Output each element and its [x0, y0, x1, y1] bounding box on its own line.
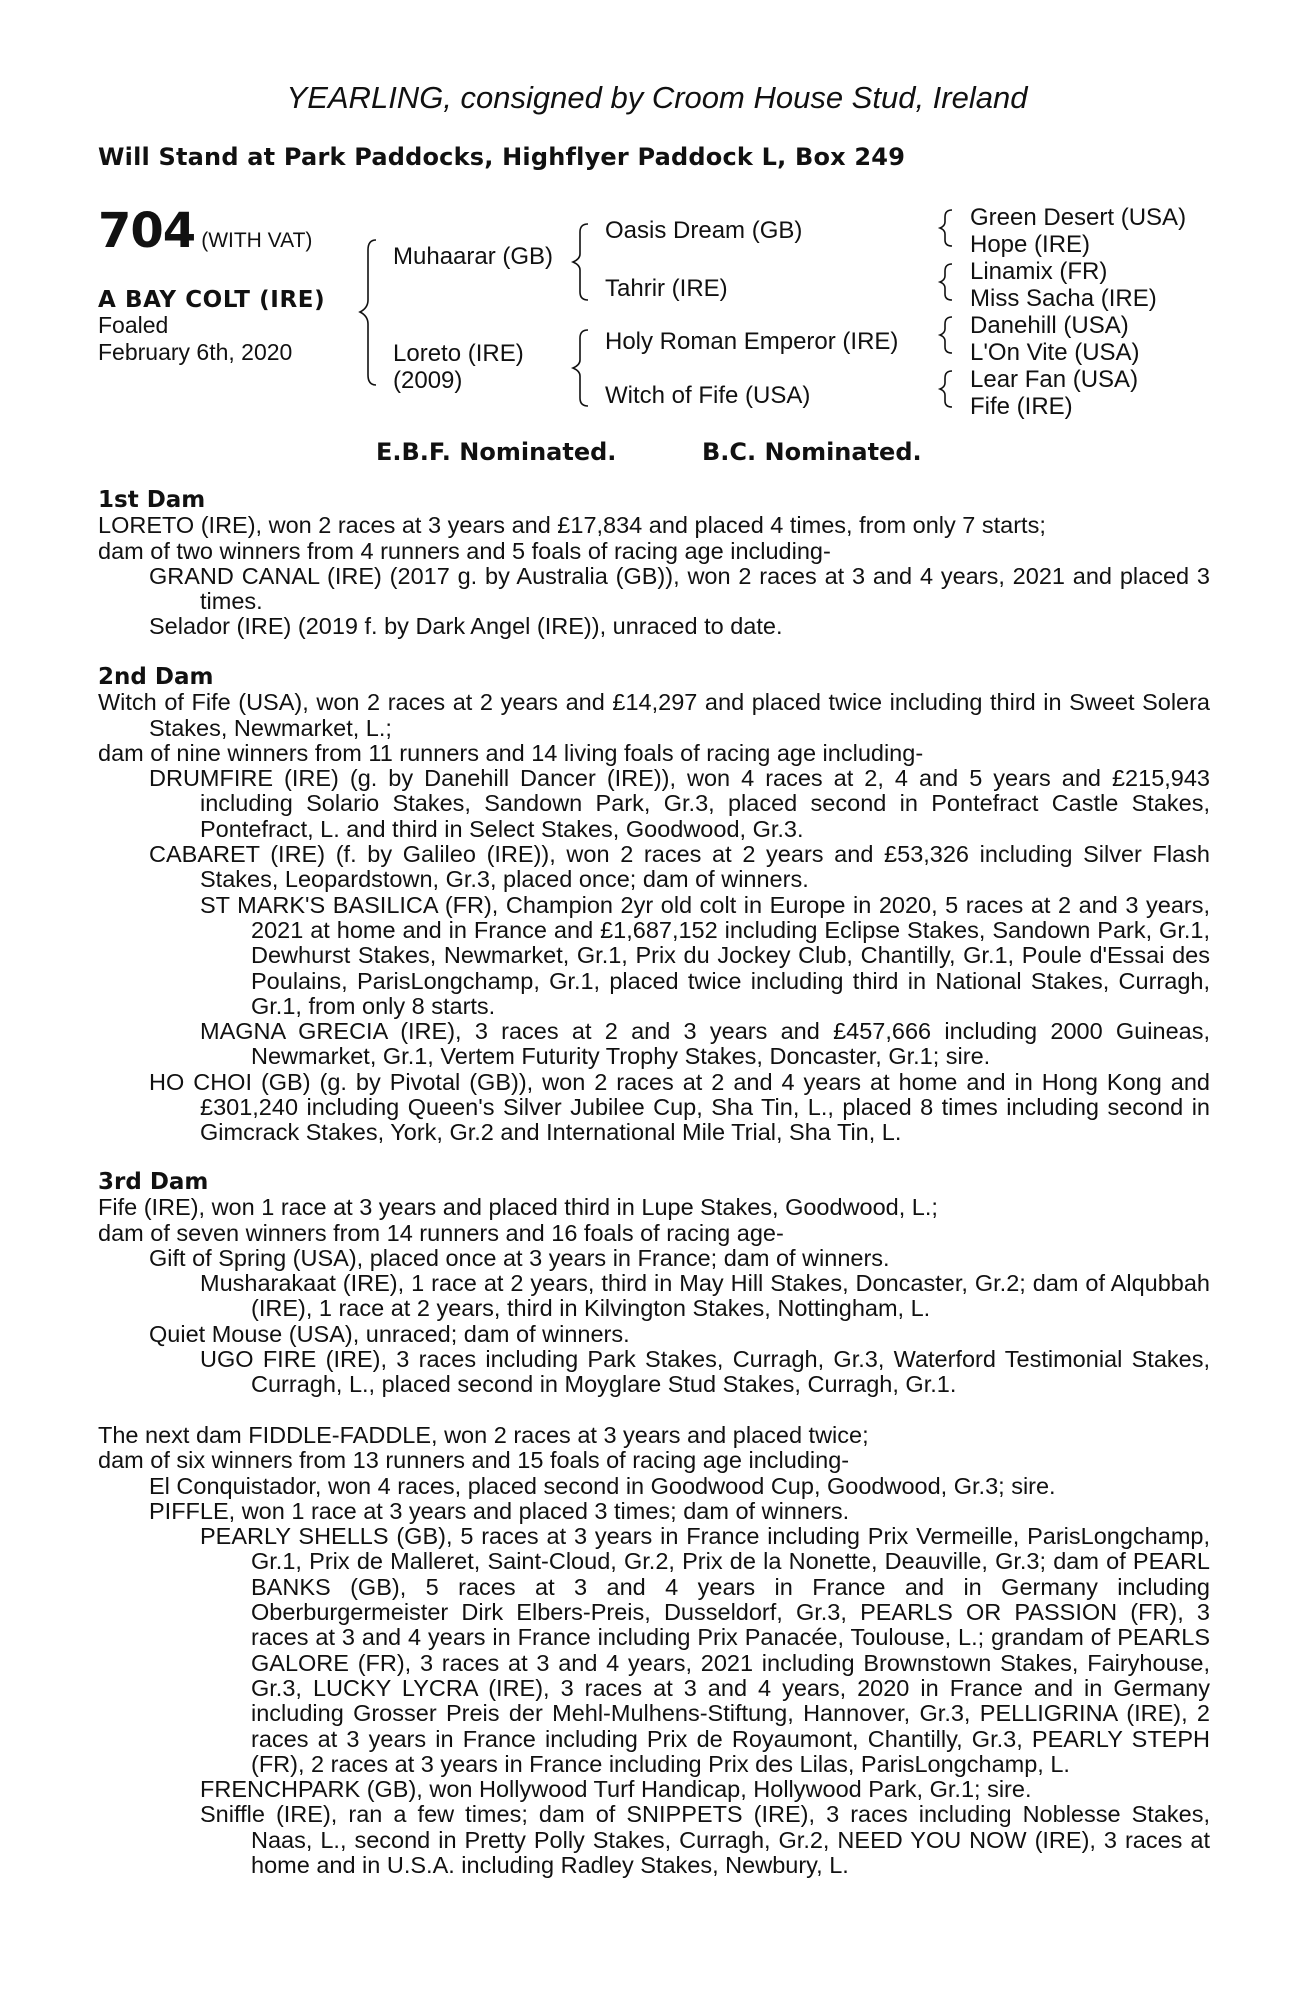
dam-sire: Holy Roman Emperor (IRE): [605, 328, 899, 355]
produce-line: UGO FIRE (IRE), 3 races including Park Stakes, Curragh, Gr.3, Waterford Testimonial Stakes, Curragh, L., placed second in Moyglare Stud Stakes, Curragh, Gr.1.: [200, 1346, 1210, 1398]
grandparent-4: Miss Sacha (IRE): [970, 285, 1157, 312]
produce-line: GRAND CANAL (IRE) (2017 g. by Australia (GB)), won 2 races at 3 and 4 years, 2021 and placed 3 times.: [149, 562, 1210, 615]
grandparent-7: Lear Fan (USA): [970, 366, 1139, 393]
dam-line: dam of two winners from 4 runners and 5 foals of racing age including-: [98, 537, 831, 564]
dam-line: Witch of Fife (USA), won 2 races at 2 years and £14,297 and placed twice including third in Sweet Solera Stakes, Newmarket, L.;: [98, 689, 1210, 741]
stand-location: Will Stand at Park Paddocks, Highflyer Paddock L, Box 249: [98, 143, 906, 171]
section-heading: 2nd Dam: [98, 664, 214, 690]
produce-line: DRUMFIRE (IRE) (g. by Danehill Dancer (IRE)), won 4 races at 2, 4 and 5 years and £215,943 including Solario Stakes, Sandown Park, Gr.3, placed second in Pontefract Castle Stakes, Pontefract, L. and third in Select Stakes, Goodwood, Gr.3.: [149, 765, 1210, 842]
produce-line: Selador (IRE) (2019 f. by Dark Angel (IRE)), unraced to date.: [149, 613, 783, 640]
produce-line: FRENCHPARK (GB), won Hollywood Turf Handicap, Hollywood Park, Gr.1; sire.: [200, 1776, 1032, 1803]
grandparent-5: Danehill (USA): [970, 312, 1129, 339]
dam-line: The next dam FIDDLE-FADDLE, won 2 races at 3 years and placed twice;: [98, 1422, 869, 1448]
next-dam-section: [98, 1423, 1210, 1878]
section-heading: 1st Dam: [98, 487, 206, 513]
produce-line: Quiet Mouse (USA), unraced; dam of winners.: [149, 1320, 630, 1347]
dam-line: LORETO (IRE), won 2 races at 3 years and £17,834 and placed 4 times, from only 7 starts;: [98, 512, 1046, 539]
produce-line: CABARET (IRE) (f. by Galileo (IRE)), won 2 races at 2 years and £53,326 including Silver Flash Stakes, Leopardstown, Gr.3, placed once; dam of winners.: [149, 841, 1210, 893]
produce-line: Musharakaat (IRE), 1 race at 2 years, third in May Hill Stakes, Doncaster, Gr.2; dam of Alqubbah (IRE), 1 race at 2 years, third in Kilvington Stakes, Nottingham, L.: [200, 1270, 1210, 1322]
lot-number: 704: [98, 203, 196, 259]
grandparent-8: Fife (IRE): [970, 393, 1073, 420]
dam-line: Fife (IRE), won 1 race at 3 years and placed third in Lupe Stakes, Goodwood, L.;: [98, 1194, 938, 1221]
dam-line: dam of seven winners from 14 runners and 16 foals of racing age-: [98, 1219, 784, 1246]
dam-line: dam of nine winners from 11 runners and 14 living foals of racing age including-: [98, 739, 924, 766]
page-title: YEARLING, consigned by Croom House Stud, Ireland: [286, 80, 1028, 115]
second-dam-section: [98, 665, 1210, 1146]
produce-line: Sniffle (IRE), ran a few times; dam of SNIPPETS (IRE), 3 races including Noblesse Stakes, Naas, L., second in Pretty Polly Stakes, Curragh, Gr.2, NEED YOU NOW (IRE), 3 races at home and in U.S.A. including Radley Stakes, Newbury, L.: [200, 1801, 1210, 1879]
produce-line: ST MARK'S BASILICA (FR), Champion 2yr old colt in Europe in 2020, 5 races at 2 and 3 years, 2021 at home and in France and £1,687,152 including Eclipse Stakes, Sandown Park, Gr.1, Dewhurst Stakes, Newmarket, Gr.1, Prix du Jockey Club, Chantilly, Gr.1, Poule d'Essai des Poulains, ParisLongchamp, Gr.1, placed twice including third in National Stakes, Curragh, Gr.1, from only 8 starts.: [200, 891, 1210, 1019]
produce-line: MAGNA GRECIA (IRE), 3 races at 2 and 3 years and £457,666 including 2000 Guineas, Newmarket, Gr.1, Vertem Futurity Trophy Stakes, Doncaster, Gr.1; sire.: [200, 1018, 1210, 1070]
grandparent-3: Linamix (FR): [970, 258, 1108, 285]
first-dam-section: [98, 488, 1210, 640]
grandparent-6: L'On Vite (USA): [970, 339, 1140, 366]
dam-year: (2009): [393, 367, 463, 394]
section-heading: 3rd Dam: [98, 1169, 209, 1195]
grandparent-1: Green Desert (USA): [970, 204, 1187, 231]
foaled-label: Foaled: [98, 312, 169, 338]
produce-line: HO CHOI (GB) (g. by Pivotal (GB)), won 2 races at 2 and 4 years at home and in Hong Kong and £301,240 including Queen's Silver Jubilee Cup, Sha Tin, L., placed 8 times including second in Gimcrack Stakes, York, Gr.2 and International Mile Trial, Sha Tin, L.: [149, 1068, 1210, 1146]
produce-line: PEARLY SHELLS (GB), 5 races at 3 years in France including Prix Vermeille, ParisLongchamp, Gr.1, Prix de Malleret, Saint-Cloud, Gr.2, Prix de la Nonette, Deauville, Gr.3; dam of PEARL BANKS (GB), 5 races at 3 and 4 years in France and in Germany including Oberburgermeister Dirk Elbers-Preis, Dusseldorf, Gr.3, PEARLS OR PASSION (FR), 3 races at 3 and 4 years in France including Prix Panacée, Toulouse, L.; grandam of PEARLS GALORE (FR), 3 races at 3 and 4 years, 2021 including Brownstown Stakes, Fairyhouse, Gr.3, LUCKY LYCRA (IRE), 3 races at 3 and 4 years, 2020 in France and in Germany including Grosser Preis der Mehl-Mulhens-Stiftung, Hannover, Gr.3, PELLIGRINA (IRE), 2 races at 3 years in France including Prix de Royaumont, Chantilly, Gr.3, PEARLY STEPH (FR), 2 races at 3 years in France including Prix des Lilas, ParisLongchamp, L.: [200, 1523, 1210, 1777]
dam-dam: Witch of Fife (USA): [605, 382, 811, 409]
vat-label: (WITH VAT): [201, 229, 313, 252]
lot-description: A BAY COLT (IRE): [98, 287, 326, 313]
produce-line: Gift of Spring (USA), placed once at 3 years in France; dam of winners.: [149, 1244, 890, 1271]
sire-dam: Tahrir (IRE): [605, 275, 728, 302]
dam: Loreto (IRE): [393, 340, 524, 367]
foaled-date: February 6th, 2020: [98, 339, 293, 365]
grandparent-2: Hope (IRE): [970, 231, 1091, 258]
produce-line: El Conquistador, won 4 races, placed second in Goodwood Cup, Goodwood, Gr.3; sire.: [149, 1472, 1056, 1499]
ebf-nomination: E.B.F. Nominated.: [376, 438, 617, 466]
dam-line: dam of six winners from 13 runners and 15 foals of racing age including-: [98, 1447, 850, 1474]
sire-sire: Oasis Dream (GB): [605, 217, 803, 244]
sire: Muhaarar (GB): [393, 243, 554, 270]
produce-line: PIFFLE, won 1 race at 3 years and placed 3 times; dam of winners.: [149, 1497, 850, 1524]
bc-nomination: B.C. Nominated.: [702, 438, 922, 466]
third-dam-section: [98, 1170, 1210, 1398]
